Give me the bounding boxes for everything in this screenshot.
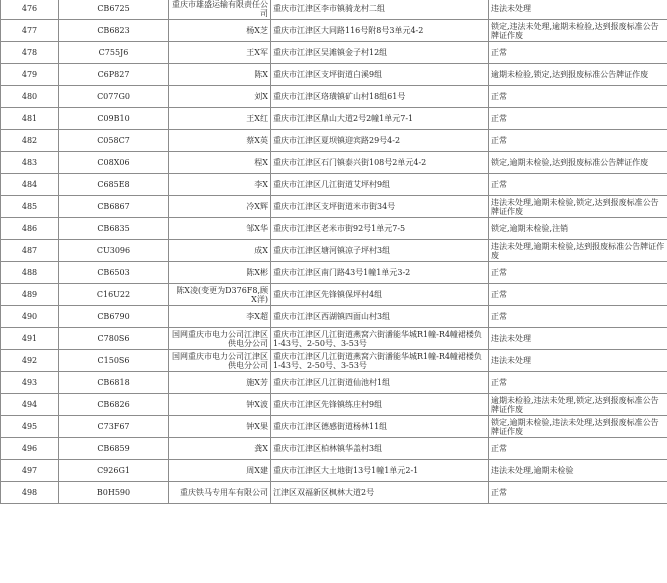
row-number-cell: 495 [1, 416, 59, 438]
address-cell: 重庆市江津区南门路43号1幢1单元3-2 [271, 262, 489, 284]
plate-number-cell: CB6725 [59, 0, 169, 20]
plate-number-cell: CB6826 [59, 394, 169, 416]
plate-number-cell: C150S6 [59, 350, 169, 372]
address-cell: 重庆市江津区德感街道杨林11组 [271, 416, 489, 438]
register-table-body [1, 0, 667, 504]
status-cell: 正常 [489, 438, 667, 460]
owner-cell: 成X [169, 240, 271, 262]
address-cell: 重庆市江津区吴滩镇金子村12组 [271, 42, 489, 64]
plate-number-cell: CB6859 [59, 438, 169, 460]
status-cell: 正常 [489, 130, 667, 152]
status-cell: 正常 [489, 372, 667, 394]
table-row [1, 64, 667, 86]
status-cell: 违法未处理 [489, 0, 667, 20]
table-row [1, 482, 667, 504]
table-row [1, 372, 667, 394]
status-cell: 正常 [489, 108, 667, 130]
row-number-cell: 494 [1, 394, 59, 416]
owner-cell: 施X芳 [169, 372, 271, 394]
plate-number-cell: CB6823 [59, 20, 169, 42]
owner-cell: 程X [169, 152, 271, 174]
row-number-cell: 482 [1, 130, 59, 152]
status-cell: 正常 [489, 284, 667, 306]
owner-cell: 重庆市雄盛运输有限责任公司 [169, 0, 271, 20]
owner-cell: 杨X芝 [169, 20, 271, 42]
address-cell: 重庆市江津区大土地街13号1幢1单元2-1 [271, 460, 489, 482]
address-cell: 重庆市江津区几江街道燕窝六街潘能华城R1幢-R4幢裙楼负1-43号、2-50号、3-53号 [271, 350, 489, 372]
status-cell: 锁定,逾期未检验,注销 [489, 218, 667, 240]
row-number-cell: 489 [1, 284, 59, 306]
row-number-cell: 476 [1, 0, 59, 20]
owner-cell: 刘X [169, 86, 271, 108]
table-row [1, 20, 667, 42]
table-row [1, 86, 667, 108]
owner-cell: 陈X彬 [169, 262, 271, 284]
plate-number-cell: C755J6 [59, 42, 169, 64]
table-row [1, 240, 667, 262]
plate-number-cell: C6P827 [59, 64, 169, 86]
table-row [1, 460, 667, 482]
status-cell: 违法未处理,逾期未检验,达到报废标准公告牌证作废 [489, 240, 667, 262]
plate-number-cell: CB6503 [59, 262, 169, 284]
owner-cell: 陈X [169, 64, 271, 86]
plate-number-cell: C09B10 [59, 108, 169, 130]
plate-number-cell: CB6835 [59, 218, 169, 240]
plate-number-cell: CB6818 [59, 372, 169, 394]
owner-cell: 陈X凌(变更为D376F8,顾X洋) [169, 284, 271, 306]
plate-number-cell: C077G0 [59, 86, 169, 108]
owner-cell: 蔡X英 [169, 130, 271, 152]
status-cell: 锁定,违法未处理,逾期未检验,达到报废标准公告牌证作废 [489, 20, 667, 42]
address-cell: 重庆市江津区李市镇骑龙村二组 [271, 0, 489, 20]
table-row [1, 0, 667, 20]
status-cell: 违法未处理 [489, 350, 667, 372]
owner-cell: 国网重庆市电力公司江津区供电分公司 [169, 350, 271, 372]
plate-number-cell: CB6867 [59, 196, 169, 218]
table-row [1, 416, 667, 438]
address-cell: 重庆市江津区先锋镇练庄村9组 [271, 394, 489, 416]
plate-number-cell: C685E8 [59, 174, 169, 196]
status-cell: 正常 [489, 306, 667, 328]
row-number-cell: 480 [1, 86, 59, 108]
row-number-cell: 490 [1, 306, 59, 328]
status-cell: 正常 [489, 262, 667, 284]
table-row [1, 284, 667, 306]
row-number-cell: 477 [1, 20, 59, 42]
owner-cell: 龚X [169, 438, 271, 460]
row-number-cell: 496 [1, 438, 59, 460]
status-cell: 正常 [489, 174, 667, 196]
table-row [1, 394, 667, 416]
plate-number-cell: C73F67 [59, 416, 169, 438]
owner-cell: 钟X果 [169, 416, 271, 438]
table-row [1, 174, 667, 196]
row-number-cell: 492 [1, 350, 59, 372]
owner-cell: 邹X华 [169, 218, 271, 240]
row-number-cell: 478 [1, 42, 59, 64]
status-cell: 锁定,逾期未检验,违法未处理,达到报废标准公告牌证作废 [489, 416, 667, 438]
plate-number-cell: C08X06 [59, 152, 169, 174]
address-cell: 重庆市江津区几江街道燕窝六街潘能华城R1幢-R4幢裙楼负1-43号、2-50号、3-53号 [271, 328, 489, 350]
address-cell: 重庆市江津区几江街道仙池村1组 [271, 372, 489, 394]
table-row [1, 42, 667, 64]
address-cell: 重庆市江津区老米市街92号1单元7-5 [271, 218, 489, 240]
table-row [1, 262, 667, 284]
row-number-cell: 483 [1, 152, 59, 174]
plate-number-cell: CU3096 [59, 240, 169, 262]
plate-number-cell: C058C7 [59, 130, 169, 152]
status-cell: 逾期未检验,锁定,达到报废标准公告牌证作废 [489, 64, 667, 86]
status-cell: 违法未处理,逾期未检验,锁定,达到报废标准公告牌证作废 [489, 196, 667, 218]
status-cell: 正常 [489, 42, 667, 64]
table-row [1, 108, 667, 130]
row-number-cell: 498 [1, 482, 59, 504]
owner-cell: 王X军 [169, 42, 271, 64]
status-cell: 违法未处理 [489, 328, 667, 350]
table-row [1, 350, 667, 372]
row-number-cell: 491 [1, 328, 59, 350]
address-cell: 重庆市江津区西湖镇四面山村3组 [271, 306, 489, 328]
row-number-cell: 493 [1, 372, 59, 394]
status-cell: 正常 [489, 482, 667, 504]
address-cell: 重庆市江津区支坪街道米市街34号 [271, 196, 489, 218]
row-number-cell: 484 [1, 174, 59, 196]
table-row [1, 218, 667, 240]
status-cell: 违法未处理,逾期未检验 [489, 460, 667, 482]
address-cell: 重庆市江津区塘河镇凉子坪村3组 [271, 240, 489, 262]
address-cell: 重庆市江津区先锋镇保坪村4组 [271, 284, 489, 306]
status-cell: 正常 [489, 86, 667, 108]
table-row [1, 152, 667, 174]
plate-number-cell: C926G1 [59, 460, 169, 482]
row-number-cell: 486 [1, 218, 59, 240]
owner-cell: 钟X波 [169, 394, 271, 416]
row-number-cell: 485 [1, 196, 59, 218]
owner-cell: 国网重庆市电力公司江津区供电分公司 [169, 328, 271, 350]
owner-cell: 冷X辉 [169, 196, 271, 218]
row-number-cell: 497 [1, 460, 59, 482]
plate-number-cell: B0H590 [59, 482, 169, 504]
owner-cell: 李X [169, 174, 271, 196]
address-cell: 重庆市江津区支坪街道白溪9组 [271, 64, 489, 86]
address-cell: 重庆市江津区大同路116号附8号3单元4-2 [271, 20, 489, 42]
status-cell: 锁定,逾期未检验,达到报废标准公告牌证作废 [489, 152, 667, 174]
address-cell: 重庆市江津区鼎山大道2号2幢1单元7-1 [271, 108, 489, 130]
table-row [1, 438, 667, 460]
owner-cell: 李X超 [169, 306, 271, 328]
address-cell: 重庆市江津区夏坝镇迎宾路29号4-2 [271, 130, 489, 152]
owner-cell: 王X红 [169, 108, 271, 130]
table-row [1, 196, 667, 218]
row-number-cell: 479 [1, 64, 59, 86]
row-number-cell: 487 [1, 240, 59, 262]
address-cell: 江津区双福新区枫林大道2号 [271, 482, 489, 504]
table-row [1, 328, 667, 350]
row-number-cell: 488 [1, 262, 59, 284]
plate-number-cell: C16U22 [59, 284, 169, 306]
status-cell: 逾期未检验,违法未处理,锁定,达到报废标准公告牌证作废 [489, 394, 667, 416]
table-row [1, 306, 667, 328]
address-cell: 重庆市江津区几江街道艾坪村9组 [271, 174, 489, 196]
plate-number-cell: C780S6 [59, 328, 169, 350]
plate-number-cell: CB6790 [59, 306, 169, 328]
owner-cell: 重庆铁马专用车有限公司 [169, 482, 271, 504]
owner-cell: 周X建 [169, 460, 271, 482]
address-cell: 重庆市江津区石门镇泰兴街108号2单元4-2 [271, 152, 489, 174]
row-number-cell: 481 [1, 108, 59, 130]
table-row [1, 130, 667, 152]
address-cell: 重庆市江津区珞璜镇矿山村18组61号 [271, 86, 489, 108]
address-cell: 重庆市江津区柏林镇华盖村3组 [271, 438, 489, 460]
